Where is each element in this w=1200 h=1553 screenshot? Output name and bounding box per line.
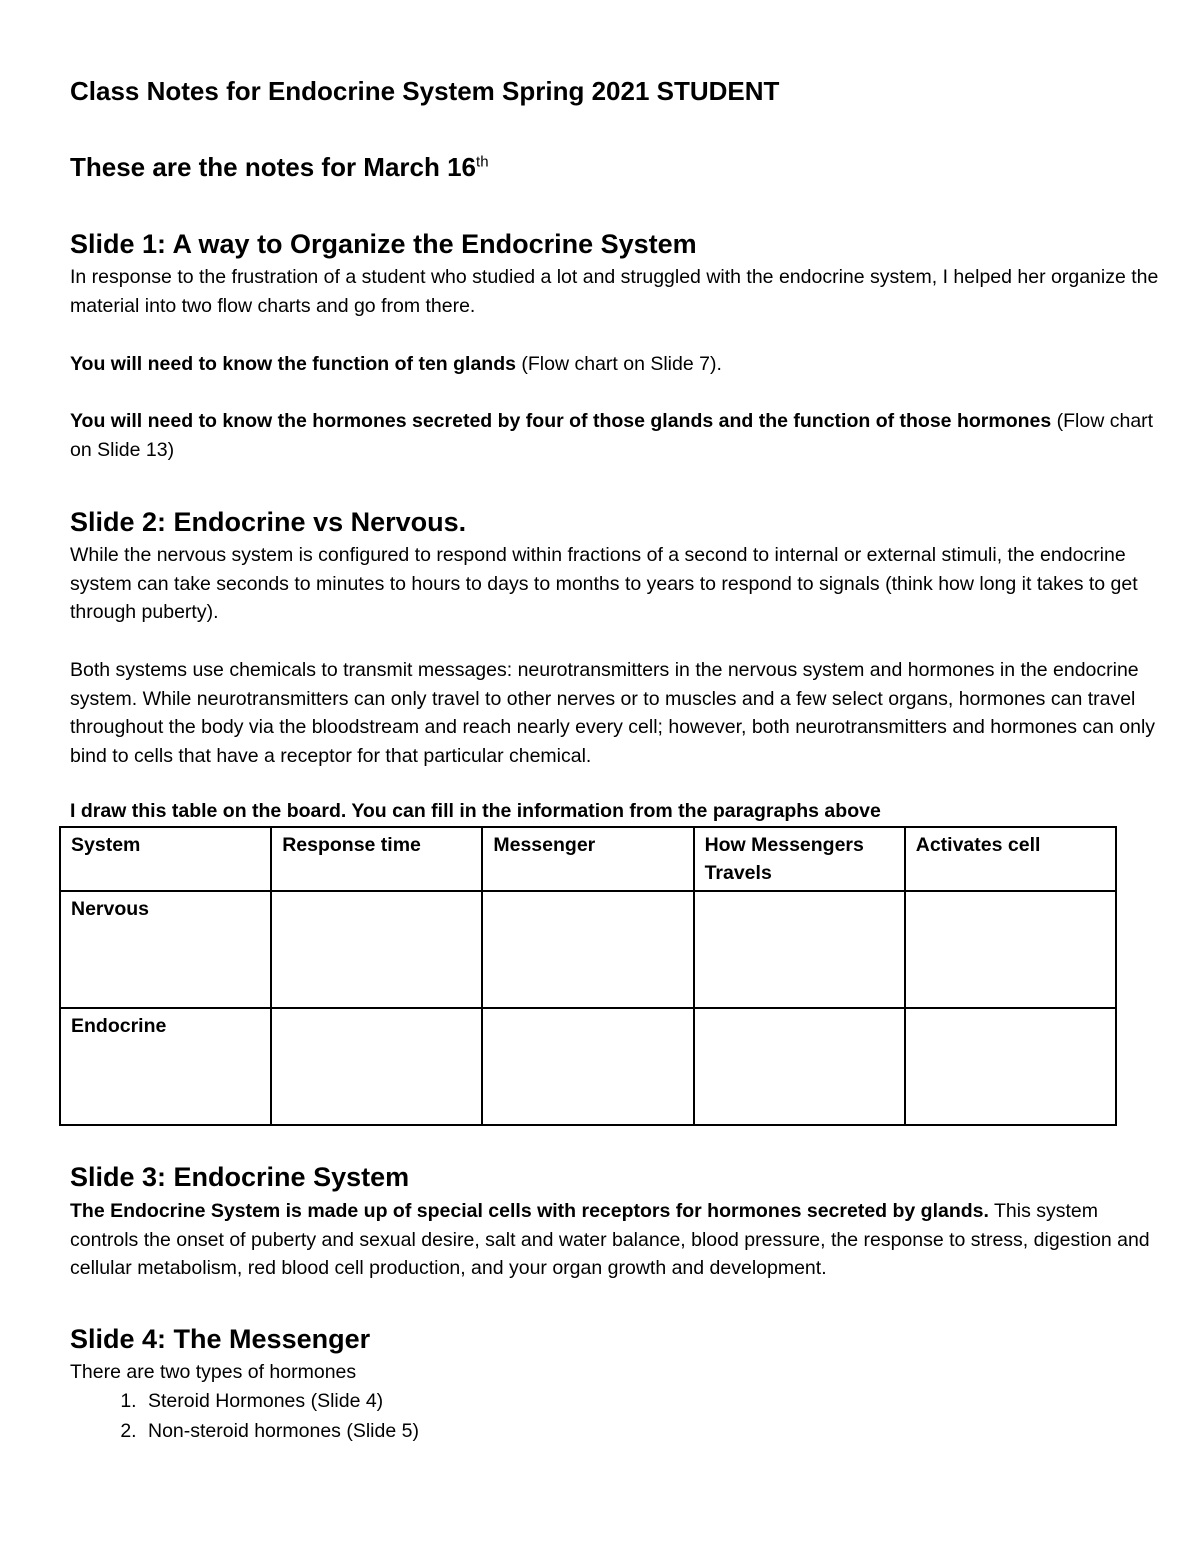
slide3-bold: The Endocrine System is made up of special cells with receptors for hormones secreted by glands. <box>70 1200 989 1222</box>
slide4-heading-prefix: Slide 4: <box>70 1324 167 1354</box>
table-row-label: Nervous <box>60 891 271 1008</box>
list-item: 2. Non-steroid hormones (Slide 5) <box>142 1416 419 1446</box>
slide1-glands-note <box>70 350 1160 379</box>
slide1-glands-rest: (Flow chart on Slide 7). <box>515 353 722 375</box>
table-cell-blank <box>271 891 482 1008</box>
table-row <box>60 891 1116 1008</box>
table-row <box>60 1008 1116 1125</box>
slide1-intro: In response to the frustration of a student who studied a lot and struggled with the endocrine system, I helped her organize the material into two flow charts and go from there. <box>70 266 1159 317</box>
table-header-cell: Response time <box>271 827 482 891</box>
table-header-cell: How Messengers Travels <box>694 827 905 891</box>
slide2-heading <box>70 507 466 538</box>
slide3-paragraph <box>70 1197 1160 1283</box>
slide4-heading-title: The Messenger <box>173 1324 371 1354</box>
slide3-heading <box>70 1162 409 1193</box>
table-header-row <box>60 827 1116 891</box>
table-header-cell: Messenger <box>482 827 693 891</box>
list-item: 1. Steroid Hormones (Slide 4) <box>142 1386 419 1416</box>
table-cell-blank <box>905 1008 1116 1125</box>
table-row-label: Endocrine <box>60 1008 271 1125</box>
table-cell-blank <box>694 1008 905 1125</box>
slide1-glands-bold: You will need to know the function of ten glands <box>70 353 516 375</box>
table-cell-blank <box>482 1008 693 1125</box>
slide2-heading-prefix: Slide 2: <box>70 507 167 537</box>
slide4-heading <box>70 1324 370 1355</box>
table-header-cell: System <box>60 827 271 891</box>
document-subtitle <box>70 152 489 183</box>
slide2-paragraph-2: Both systems use chemicals to transmit messages: neurotransmitters in the nervous system and hormones in the endocrine system. While neurotransmitters can only travel to other nerves or to muscles and a few select organs, hormones can travel throughout the body via the bloodstream and reach nearly every cell; however, both neurotransmitters and hormones can only bind to cells that have a receptor for that particular chemical. <box>70 659 1156 767</box>
slide1-heading-title: A way to Organize the Endocrine System <box>172 229 697 259</box>
table-cell-blank <box>694 891 905 1008</box>
table-cell-blank <box>482 891 693 1008</box>
slide3-rest: This system controls the onset of puberty and sexual desire, salt and water balance, blood pressure, the response to stress, digestion and cellular metabolism, red blood cell production, and your organ growth and development. <box>70 1200 1150 1280</box>
table-caption: I draw this table on the board. You can fill in the information from the paragraphs above <box>70 800 881 822</box>
table-cell-blank <box>271 1008 482 1125</box>
slide3-heading-prefix: Slide 3: <box>70 1162 167 1192</box>
subtitle-text: These are the notes for March 16 <box>70 152 477 182</box>
slide3-heading-title: Endocrine System <box>173 1162 410 1192</box>
document-title: Class Notes for Endocrine System Spring 2021 STUDENT <box>70 76 780 106</box>
table-header-cell: Activates cell <box>905 827 1116 891</box>
slide1-hormones-bold: You will need to know the hormones secreted by four of those glands and the function of those hormones <box>70 410 1052 432</box>
hormone-types-list <box>70 1386 419 1446</box>
slide2-paragraph-1: While the nervous system is configured to respond within fractions of a second to internal or external stimuli, the endocrine system can take seconds to minutes to hours to days to months to years to respond to signals (think how long it takes to get through puberty). <box>70 544 1138 624</box>
comparison-table <box>59 826 1117 1126</box>
table-cell-blank <box>905 891 1116 1008</box>
slide1-heading-prefix: Slide 1: <box>70 229 167 259</box>
subtitle-superscript: th <box>476 153 489 171</box>
slide1-heading <box>70 229 697 260</box>
slide1-hormones-rest: (Flow chart on Slide 13) <box>70 410 1154 461</box>
slide1-hormones-note <box>70 407 1160 464</box>
slide4-intro: There are two types of hormones <box>70 1361 357 1383</box>
slide2-heading-title: Endocrine vs Nervous. <box>173 507 467 537</box>
